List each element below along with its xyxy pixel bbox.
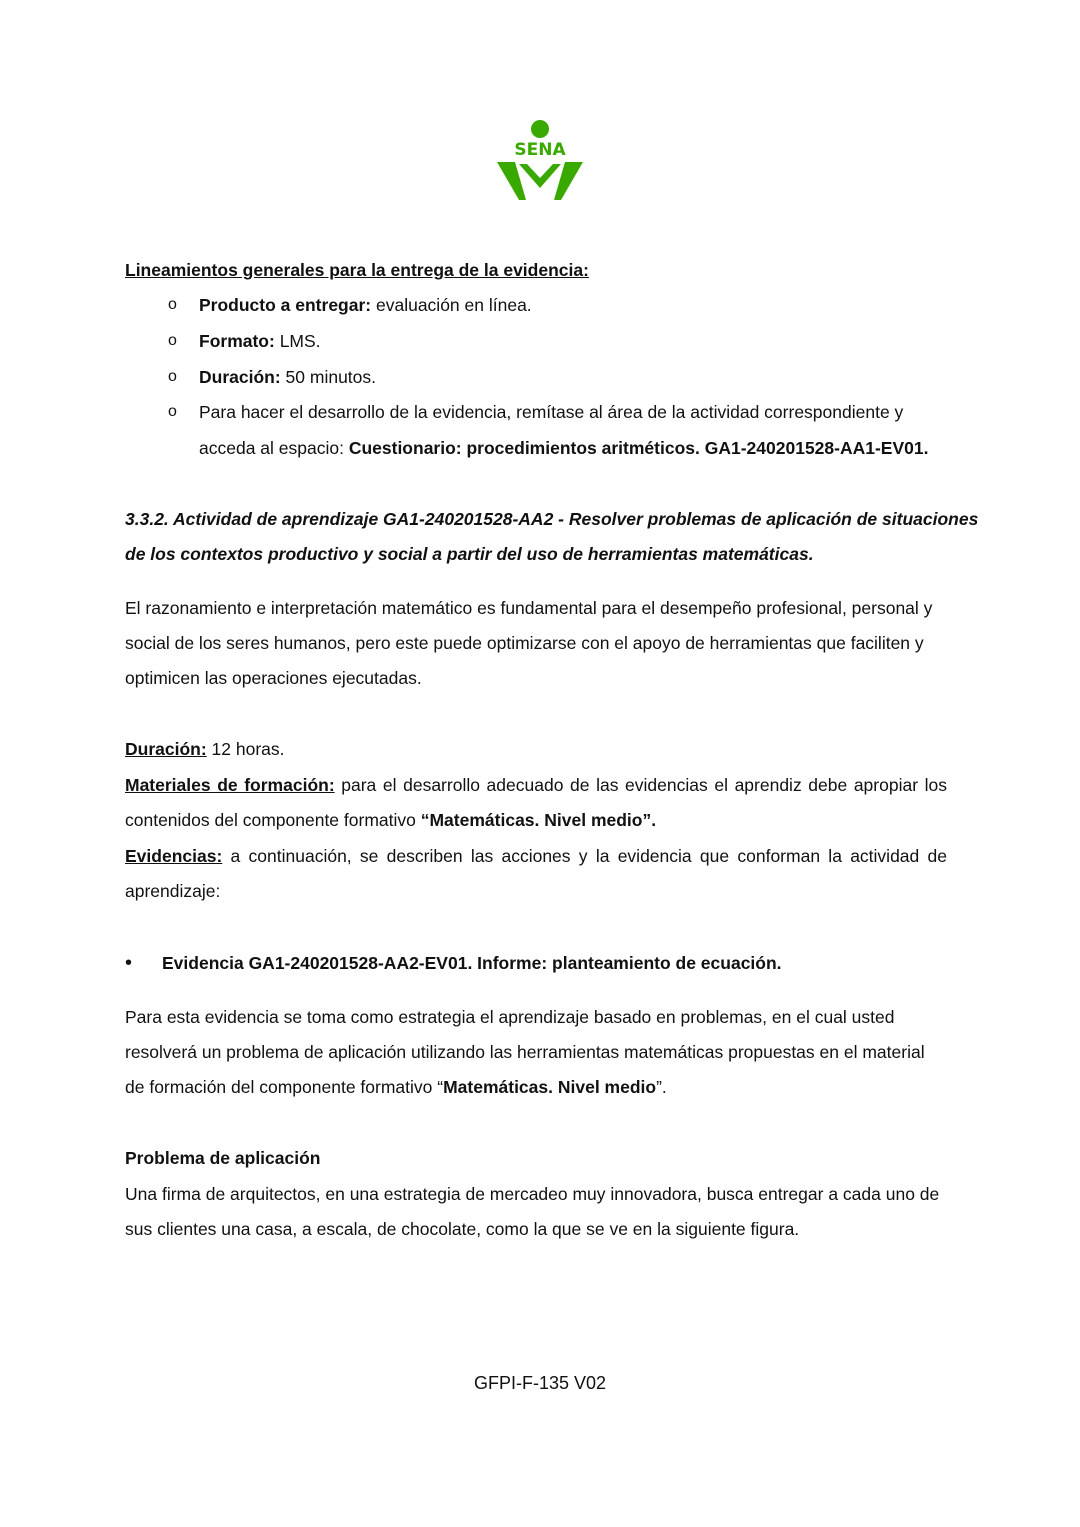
evidences-line: Evidencias: a continuación, se describen las acciones y la evidencia que conforman la actividad de — [125, 846, 947, 866]
intro-line: social de los seres humanos, pero este puede optimizarse con el apoyo de herramientas que faciliten y — [125, 633, 924, 653]
list-marker: o — [168, 403, 177, 420]
guidelines-heading: Lineamientos generales para la entrega de la evidencia: — [125, 260, 589, 280]
evidences-line: aprendizaje: — [125, 881, 221, 901]
strategy-line: resolverá un problema de aplicación utilizando las herramientas matemáticas propuestas en el material — [125, 1042, 925, 1062]
activity-title-line: de los contextos productivo y social a partir del uso de herramientas matemáticas. — [125, 544, 814, 564]
materials-line: Materiales de formación: para el desarrollo adecuado de las evidencias el aprendiz debe apropiar los — [125, 775, 948, 795]
footer-code: GFPI-F-135 V02 — [473, 1373, 607, 1393]
guideline-item-line: acceda al espacio: Cuestionario: procedimientos aritméticos. GA1-240201528-AA1-EV01. — [199, 438, 929, 458]
guideline-item: Formato: LMS. — [199, 331, 321, 351]
guideline-item: Duración: 50 minutos. — [199, 367, 377, 387]
sena-logo — [495, 118, 585, 202]
problem-heading: Problema de aplicación — [125, 1148, 321, 1168]
problem-line: sus clientes una casa, a escala, de chocolate, como la que se ve en la siguiente figura. — [125, 1219, 800, 1239]
sena-logo-text: SENA — [514, 140, 566, 160]
list-marker: o — [168, 368, 177, 385]
materials-line: contenidos del componente formativo “Matemáticas. Nivel medio”. — [125, 810, 657, 830]
strategy-line: de formación del componente formativo “Matemáticas. Nivel medio”. — [125, 1077, 667, 1097]
problem-line: Una firma de arquitectos, en una estrategia de mercadeo muy innovadora, busca entregar a cada uno de — [125, 1184, 940, 1204]
activity-title-line: 3.3.2. Actividad de aprendizaje GA1-240201528-AA2 - Resolver problemas de aplicación de situaciones — [125, 509, 979, 529]
guideline-item-line: Para hacer el desarrollo de la evidencia, remítase al área de la actividad correspondiente y — [199, 402, 904, 422]
duration-line: Duración: 12 horas. — [125, 739, 285, 759]
strategy-line: Para esta evidencia se toma como estrategia el aprendizaje basado en problemas, en el cual usted — [125, 1007, 895, 1027]
list-marker: o — [168, 296, 177, 313]
intro-line: optimicen las operaciones ejecutadas. — [125, 668, 422, 688]
evidence-item: Evidencia GA1-240201528-AA2-EV01. Informe: planteamiento de ecuación. — [162, 953, 782, 973]
guideline-item: Producto a entregar: evaluación en línea. — [199, 295, 532, 315]
intro-line: El razonamiento e interpretación matemático es fundamental para el desempeño profesional, personal y — [125, 598, 933, 618]
list-marker: o — [168, 332, 177, 349]
bullet-marker: • — [125, 952, 133, 974]
